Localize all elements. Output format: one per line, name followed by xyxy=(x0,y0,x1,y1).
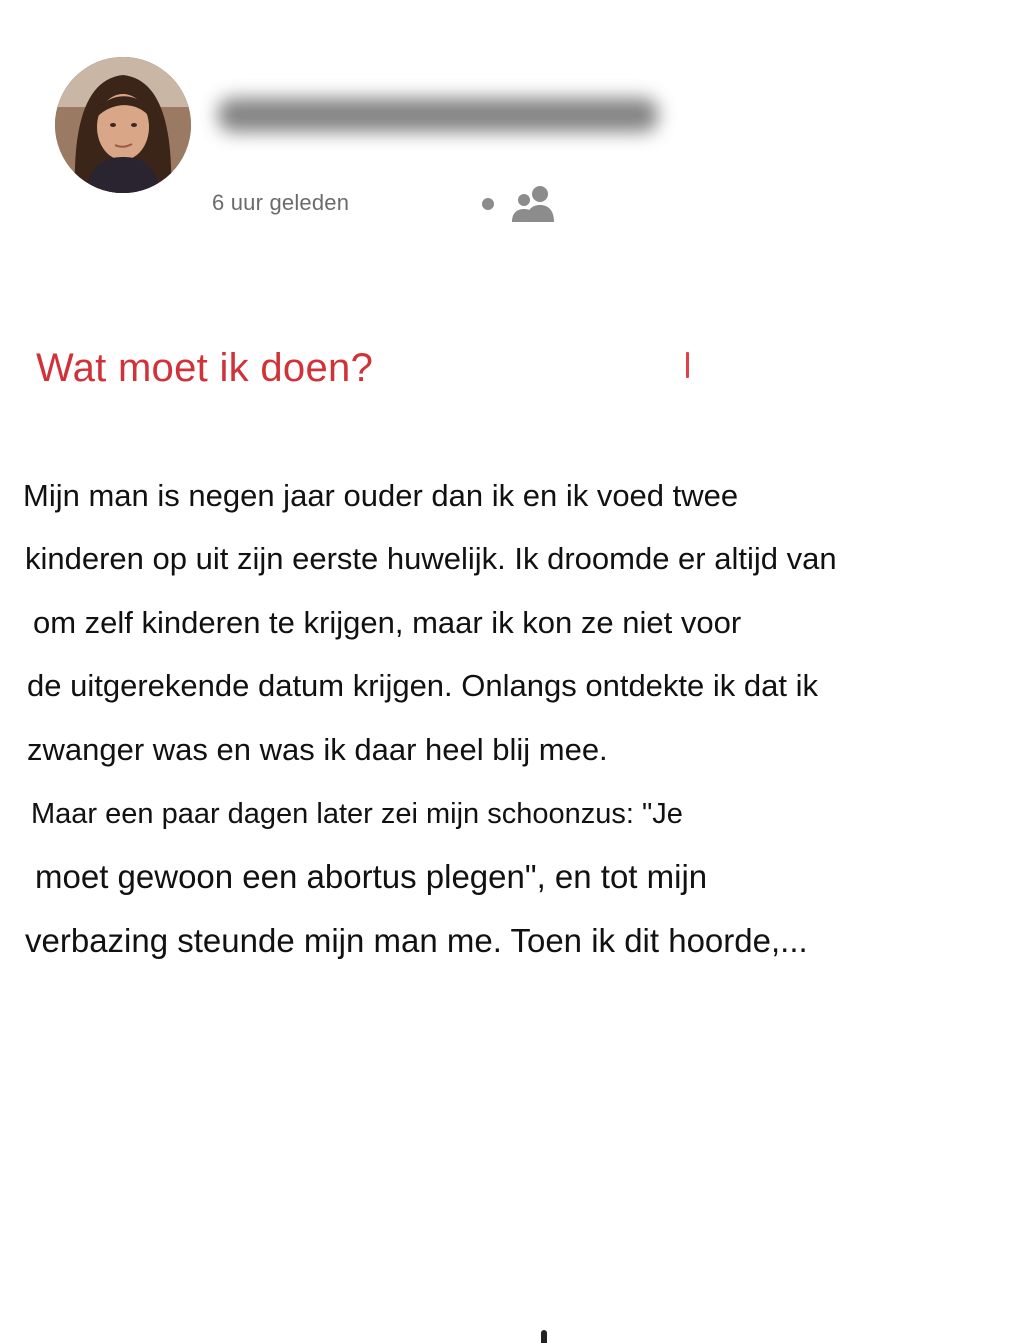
body-line: Maar een paar dagen later zei mijn schoonzus: "Je xyxy=(31,798,683,830)
post-timestamp[interactable]: 6 uur geleden xyxy=(212,190,350,215)
body-line: Mijn man is negen jaar ouder dan ik en ik voed twee xyxy=(23,478,739,513)
body-line: kinderen op uit zijn eerste huwelijk. Ik droomde er altijd van xyxy=(25,541,837,576)
body-line: om zelf kinderen te krijgen, maar ik kon ze niet voor xyxy=(33,605,742,640)
post-title: Wat moet ik doen? xyxy=(36,346,374,390)
body-line: moet gewoon een abortus plegen", en tot mijn xyxy=(35,858,708,895)
body-line[interactable]: verbazing steunde mijn man me. Toen ik dit hoorde,... xyxy=(25,922,808,959)
body-line: zwanger was en was ik daar heel blij mee. xyxy=(27,732,608,767)
body-line: de uitgerekende datum krijgen. Onlangs ontdekte ik dat ik xyxy=(27,668,818,703)
bottom-mark xyxy=(541,1330,547,1343)
